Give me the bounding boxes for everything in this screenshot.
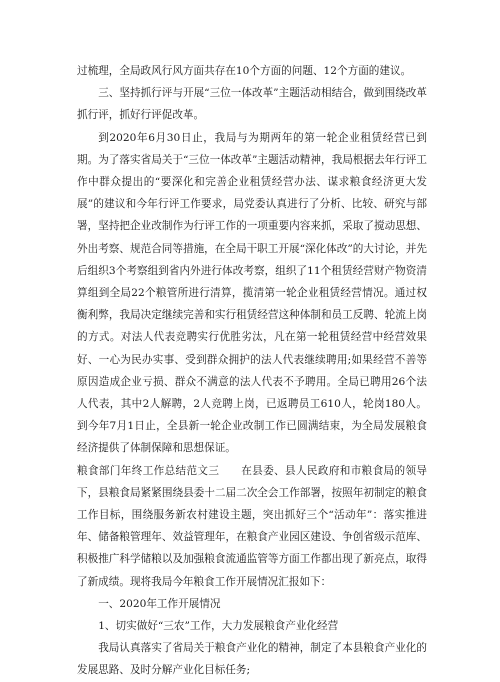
document-body	[77, 60, 427, 682]
paragraph-industrialization: 我局认真落实了省局关于粮食产业化的精神，制定了本县粮食产业化的发展思路、及时分解产业化目标任务;	[77, 642, 427, 677]
paragraph-summary-three-intro: 粮食部门年终工作总结范文三 在县委、县人民政府和市粮食局的领导下，县粮食局紧紧围绕县委十二届二次全会工作部署，按照年初制定的粮食工作目标，围绕服务新农村建设主题，突出抓好三个“活动年”：落实推进年、储备粮管理年、效益管理年，在粮食产业园区建设、争创省级示范库、积极推广科学储粮以及加强粮食流通监管等方面工作都出现了新亮点，取得了新成绩。现将我局今年粮食工作开展情况汇报如下：	[77, 464, 427, 588]
subsection-heading-sannong: 1、切实做好“三农”工作，大力发展粮食产业化经营	[98, 620, 339, 633]
paragraph-summary-tail: 过梳理，全局政风行风方面共存在10个方面的问题、12个方面的建议。	[77, 65, 412, 77]
paragraph-section-three-heading: 三、坚持抓行评与开展“三位一体改革”主题活动相结合，做到围绕改革抓行评，抓好行评促改革。	[77, 87, 427, 122]
section-heading-2020-work: 一、2020年工作开展情况	[98, 597, 221, 610]
paragraph-reform-details: 到2020年6月30日止，我局与为期两年的第一轮企业租赁经营已到期。为了落实省局关于“三位一体改革”主题活动精神，我局根据去年行评工作中群众提出的“要深化和完善企业租赁经营办法、谋求粮食经济更大发展”的建议和今年行评工作要求，局党委认真进行了分析、比较、研究与部署，坚持把企业改制作为行评工作的一项重要内容来抓，采取了搅动思想、外出考察、规范合同等措施，在全局干职工开展“深化体改”的大讨论，并先后组织3个考察组到省内外进行体改考察，组织了11个租赁经营财产物资清算组到全局22个粮管所进行清算，揽清第一轮企业租赁经营情况。通过权衡利弊，我局决定继续完善和实行租赁经营这种体制和员工反聘、轮流上岗的方式。对法人代表竞聘实行优胜劣汰，凡在第一轮租赁经营中经营效果好、一心为民办实事、受到群众拥护的法人代表继续聘用;如果经营不善等原因造成企业亏损、群众不满意的法人代表不予聘用。全局已聘用26个法人代表，其中2人解聘，2人竞聘上岗，已返聘员工610人，轮岗180人。到今年7月1日止，全县新一轮企业改制工作已圆满结束，为全局发展粮食经济提供了体制保障和思想保证。	[77, 131, 427, 455]
